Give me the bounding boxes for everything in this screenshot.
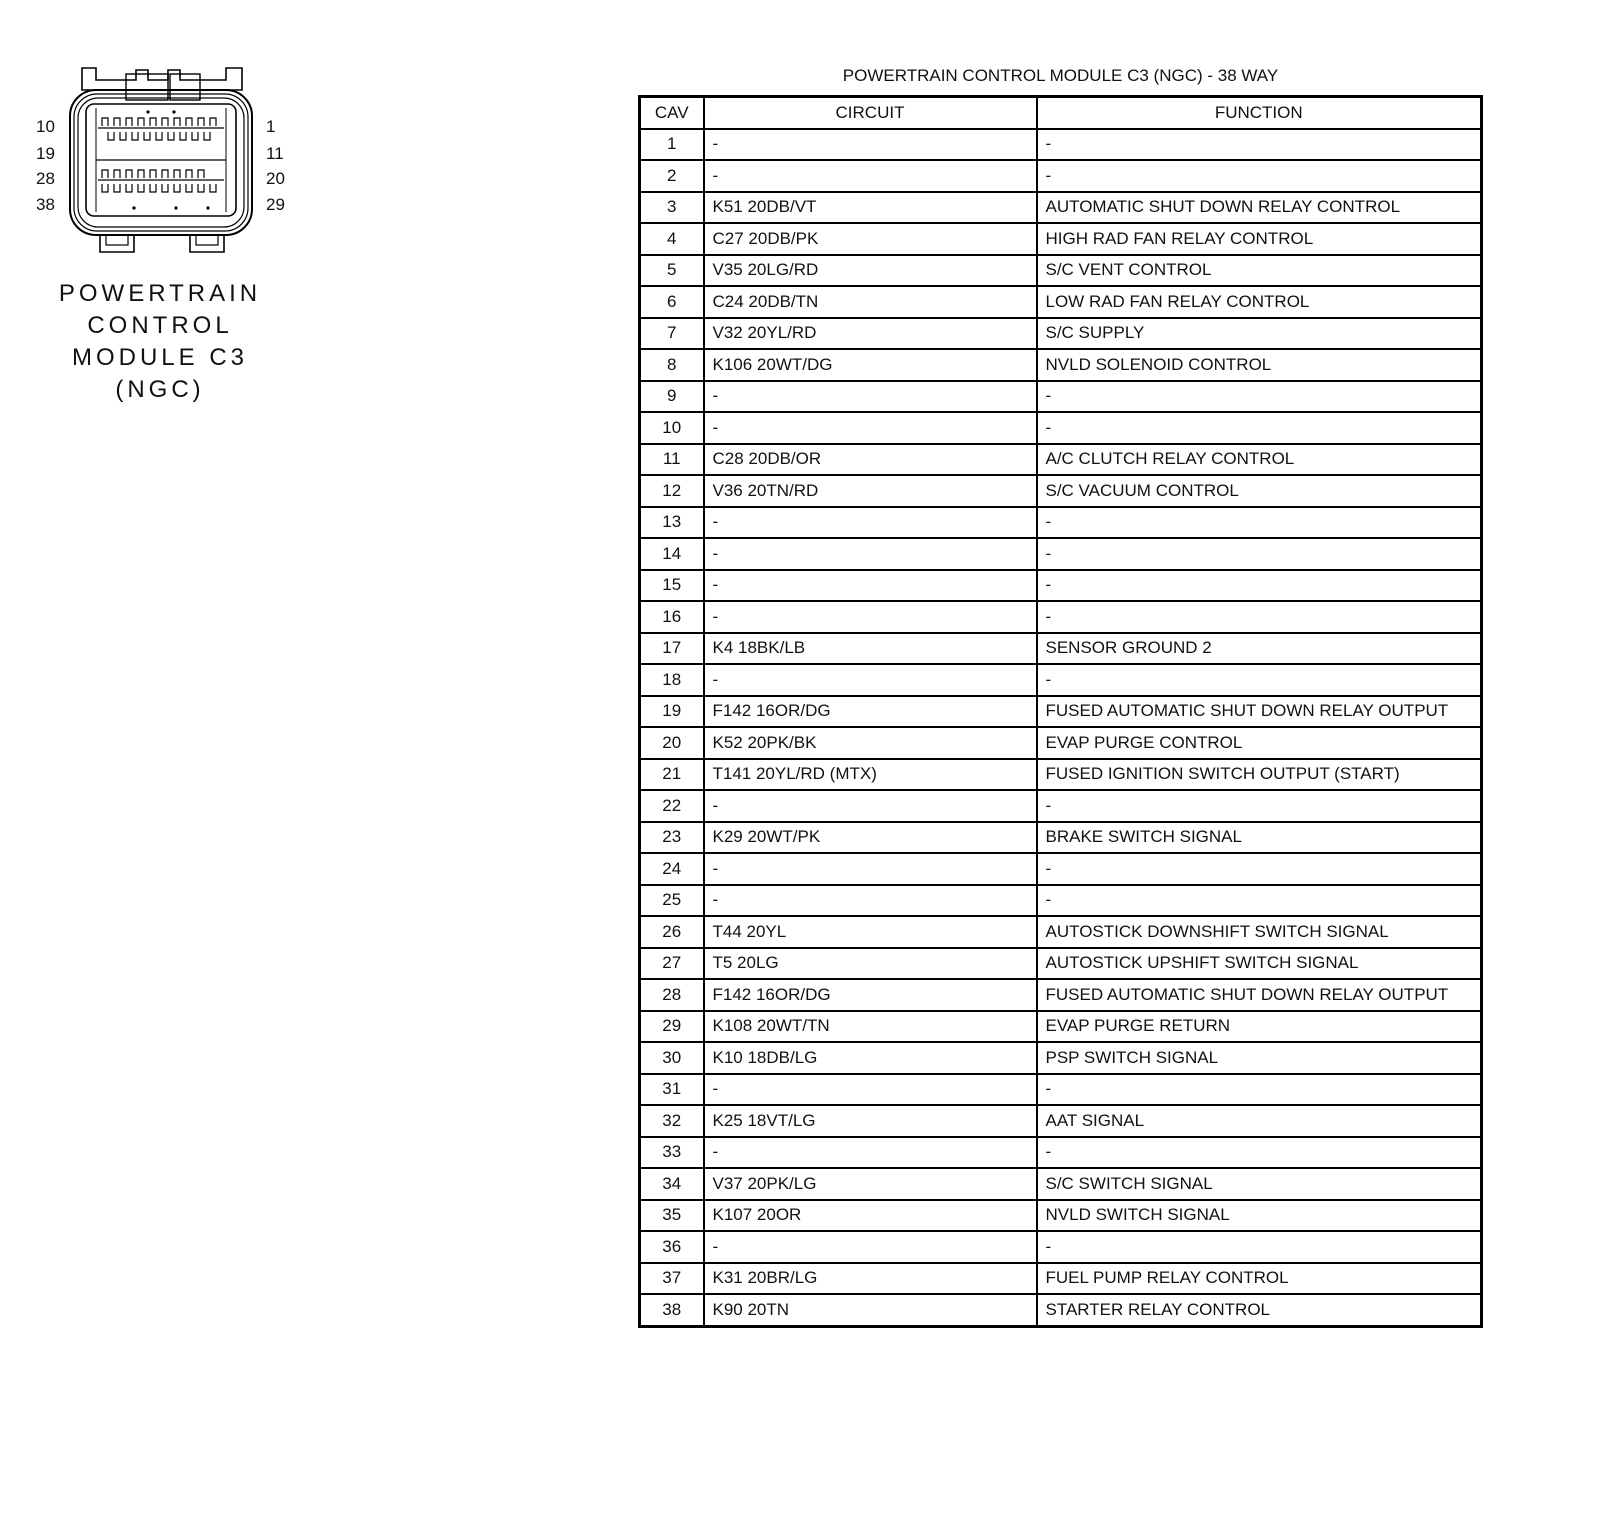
table-row — [640, 853, 1482, 885]
circuit-cell: K106 20WT/DG — [704, 349, 1037, 381]
table-row — [640, 916, 1482, 948]
cav-cell: 29 — [640, 1011, 704, 1043]
table-row — [640, 318, 1482, 350]
cav-cell: 8 — [640, 349, 704, 381]
table-row — [640, 223, 1482, 255]
function-cell: FUEL PUMP RELAY CONTROL — [1037, 1263, 1482, 1295]
circuit-cell: - — [704, 538, 1037, 570]
cav-cell: 11 — [640, 444, 704, 476]
circuit-cell: T5 20LG — [704, 948, 1037, 980]
table-row — [640, 759, 1482, 791]
cav-cell: 17 — [640, 633, 704, 665]
table-title: POWERTRAIN CONTROL MODULE C3 (NGC) - 38 WAY — [842, 66, 1279, 85]
table-row — [640, 948, 1482, 980]
circuit-cell: K107 20OR — [704, 1200, 1037, 1232]
function-cell: - — [1037, 412, 1482, 444]
circuit-cell: K31 20BR/LG — [704, 1263, 1037, 1295]
pin-label-11: 11 — [266, 144, 284, 163]
table-row — [640, 1294, 1482, 1326]
circuit-cell: - — [704, 853, 1037, 885]
circuit-cell: F142 16OR/DG — [704, 696, 1037, 728]
circuit-cell: - — [704, 1137, 1037, 1169]
function-cell: EVAP PURGE CONTROL — [1037, 727, 1482, 759]
table-row — [640, 790, 1482, 822]
cav-cell: 1 — [640, 129, 704, 161]
function-cell: - — [1037, 664, 1482, 696]
table-row — [640, 570, 1482, 602]
table-header-row — [640, 97, 1482, 129]
circuit-cell: C28 20DB/OR — [704, 444, 1037, 476]
pin-label-38: 38 — [36, 195, 55, 214]
table-row — [640, 255, 1482, 287]
table-row — [640, 444, 1482, 476]
cav-cell: 10 — [640, 412, 704, 444]
function-cell: AAT SIGNAL — [1037, 1105, 1482, 1137]
cav-cell: 2 — [640, 160, 704, 192]
circuit-cell: - — [704, 160, 1037, 192]
connector-title-line-1: POWERTRAIN — [58, 280, 262, 307]
function-cell: FUSED AUTOMATIC SHUT DOWN RELAY OUTPUT — [1037, 696, 1482, 728]
cav-cell: 3 — [640, 192, 704, 224]
function-cell: - — [1037, 1074, 1482, 1106]
circuit-cell: V35 20LG/RD — [704, 255, 1037, 287]
table-row — [640, 192, 1482, 224]
cav-cell: 33 — [640, 1137, 704, 1169]
pin-label-1: 1 — [266, 117, 276, 136]
circuit-cell: - — [704, 570, 1037, 602]
connector-title-line-2: CONTROL — [87, 312, 233, 339]
table-row — [640, 538, 1482, 570]
function-cell: LOW RAD FAN RELAY CONTROL — [1037, 286, 1482, 318]
table-row — [640, 286, 1482, 318]
function-cell: - — [1037, 853, 1482, 885]
cav-cell: 14 — [640, 538, 704, 570]
cav-cell: 35 — [640, 1200, 704, 1232]
table-row — [640, 1231, 1482, 1263]
table-row — [640, 664, 1482, 696]
table-row — [640, 1105, 1482, 1137]
circuit-cell: - — [704, 412, 1037, 444]
table-row — [640, 696, 1482, 728]
circuit-cell: C24 20DB/TN — [704, 286, 1037, 318]
connector-title-line-3: MODULE C3 — [71, 344, 249, 371]
function-cell: - — [1037, 160, 1482, 192]
circuit-cell: K90 20TN — [704, 1294, 1037, 1326]
circuit-cell: V32 20YL/RD — [704, 318, 1037, 350]
function-cell: NVLD SWITCH SIGNAL — [1037, 1200, 1482, 1232]
function-cell: NVLD SOLENOID CONTROL — [1037, 349, 1482, 381]
cav-cell: 9 — [640, 381, 704, 413]
pin-label-29: 29 — [266, 195, 285, 214]
circuit-cell: C27 20DB/PK — [704, 223, 1037, 255]
function-cell: AUTOSTICK DOWNSHIFT SWITCH SIGNAL — [1037, 916, 1482, 948]
pin-label-20: 20 — [266, 169, 285, 188]
function-cell: EVAP PURGE RETURN — [1037, 1011, 1482, 1043]
circuit-cell: - — [704, 381, 1037, 413]
function-cell: S/C SUPPLY — [1037, 318, 1482, 350]
function-cell: HIGH RAD FAN RELAY CONTROL — [1037, 223, 1482, 255]
function-cell: STARTER RELAY CONTROL — [1037, 1294, 1482, 1326]
circuit-cell: - — [704, 885, 1037, 917]
table-row — [640, 129, 1482, 161]
function-cell: FUSED IGNITION SWITCH OUTPUT (START) — [1037, 759, 1482, 791]
cav-cell: 24 — [640, 853, 704, 885]
table-row — [640, 1042, 1482, 1074]
cav-cell: 31 — [640, 1074, 704, 1106]
table-row — [640, 507, 1482, 539]
function-cell: - — [1037, 601, 1482, 633]
cav-cell: 15 — [640, 570, 704, 602]
circuit-cell: K25 18VT/LG — [704, 1105, 1037, 1137]
table-row — [640, 727, 1482, 759]
function-cell: A/C CLUTCH RELAY CONTROL — [1037, 444, 1482, 476]
connector-title-line-4: (NGC) — [115, 376, 205, 403]
table-row — [640, 1263, 1482, 1295]
circuit-cell: K52 20PK/BK — [704, 727, 1037, 759]
circuit-cell: K51 20DB/VT — [704, 192, 1037, 224]
function-cell: - — [1037, 885, 1482, 917]
circuit-cell: K10 18DB/LG — [704, 1042, 1037, 1074]
table-row — [640, 601, 1482, 633]
circuit-cell: K29 20WT/PK — [704, 822, 1037, 854]
table-row — [640, 412, 1482, 444]
cav-cell: 4 — [640, 223, 704, 255]
cav-cell: 34 — [640, 1168, 704, 1200]
function-cell: AUTOMATIC SHUT DOWN RELAY CONTROL — [1037, 192, 1482, 224]
cav-cell: 19 — [640, 696, 704, 728]
function-cell: - — [1037, 1137, 1482, 1169]
header-cav: CAV — [640, 97, 704, 129]
table-row — [640, 1200, 1482, 1232]
table-row — [640, 160, 1482, 192]
function-cell: AUTOSTICK UPSHIFT SWITCH SIGNAL — [1037, 948, 1482, 980]
table-row — [640, 885, 1482, 917]
circuit-cell: T44 20YL — [704, 916, 1037, 948]
function-cell: - — [1037, 129, 1482, 161]
function-cell: SENSOR GROUND 2 — [1037, 633, 1482, 665]
pinout-table-body — [640, 129, 1482, 1327]
circuit-cell: - — [704, 1074, 1037, 1106]
cav-cell: 26 — [640, 916, 704, 948]
circuit-cell: F142 16OR/DG — [704, 979, 1037, 1011]
header-function: FUNCTION — [1037, 97, 1482, 129]
function-cell: BRAKE SWITCH SIGNAL — [1037, 822, 1482, 854]
table-row — [640, 979, 1482, 1011]
function-cell: - — [1037, 538, 1482, 570]
cav-cell: 36 — [640, 1231, 704, 1263]
function-cell: S/C VACUUM CONTROL — [1037, 475, 1482, 507]
function-cell: - — [1037, 507, 1482, 539]
function-cell: - — [1037, 570, 1482, 602]
cav-cell: 32 — [640, 1105, 704, 1137]
function-cell: S/C VENT CONTROL — [1037, 255, 1482, 287]
table-row — [640, 1137, 1482, 1169]
circuit-cell: V36 20TN/RD — [704, 475, 1037, 507]
cav-cell: 20 — [640, 727, 704, 759]
cav-cell: 5 — [640, 255, 704, 287]
circuit-cell: - — [704, 129, 1037, 161]
header-circuit: CIRCUIT — [704, 97, 1037, 129]
cav-cell: 37 — [640, 1263, 704, 1295]
cav-cell: 27 — [640, 948, 704, 980]
cav-cell: 23 — [640, 822, 704, 854]
table-row — [640, 381, 1482, 413]
circuit-cell: K108 20WT/TN — [704, 1011, 1037, 1043]
circuit-cell: V37 20PK/LG — [704, 1168, 1037, 1200]
table-row — [640, 475, 1482, 507]
function-cell: PSP SWITCH SIGNAL — [1037, 1042, 1482, 1074]
table-row — [640, 1074, 1482, 1106]
cav-cell: 6 — [640, 286, 704, 318]
cav-cell: 13 — [640, 507, 704, 539]
connector-diagram — [30, 60, 310, 260]
pinout-table — [638, 95, 1483, 1328]
cav-cell: 7 — [640, 318, 704, 350]
pin-label-19: 19 — [36, 144, 55, 163]
cav-cell: 16 — [640, 601, 704, 633]
circuit-cell: - — [704, 507, 1037, 539]
table-row — [640, 822, 1482, 854]
function-cell: - — [1037, 1231, 1482, 1263]
circuit-cell: - — [704, 664, 1037, 696]
function-cell: - — [1037, 790, 1482, 822]
cav-cell: 22 — [640, 790, 704, 822]
function-cell: FUSED AUTOMATIC SHUT DOWN RELAY OUTPUT — [1037, 979, 1482, 1011]
function-cell: S/C SWITCH SIGNAL — [1037, 1168, 1482, 1200]
circuit-cell: - — [704, 1231, 1037, 1263]
cav-cell: 18 — [640, 664, 704, 696]
cav-cell: 28 — [640, 979, 704, 1011]
circuit-cell: - — [704, 790, 1037, 822]
function-cell: - — [1037, 381, 1482, 413]
table-row — [640, 633, 1482, 665]
connector-title — [40, 278, 280, 406]
pin-label-10: 10 — [36, 117, 55, 136]
table-row — [640, 349, 1482, 381]
table-row — [640, 1011, 1482, 1043]
pin-label-28: 28 — [36, 169, 55, 188]
cav-cell: 12 — [640, 475, 704, 507]
cav-cell: 21 — [640, 759, 704, 791]
circuit-cell: - — [704, 601, 1037, 633]
cav-cell: 30 — [640, 1042, 704, 1074]
circuit-cell: K4 18BK/LB — [704, 633, 1037, 665]
table-row — [640, 1168, 1482, 1200]
cav-cell: 38 — [640, 1294, 704, 1326]
circuit-cell: T141 20YL/RD (MTX) — [704, 759, 1037, 791]
cav-cell: 25 — [640, 885, 704, 917]
